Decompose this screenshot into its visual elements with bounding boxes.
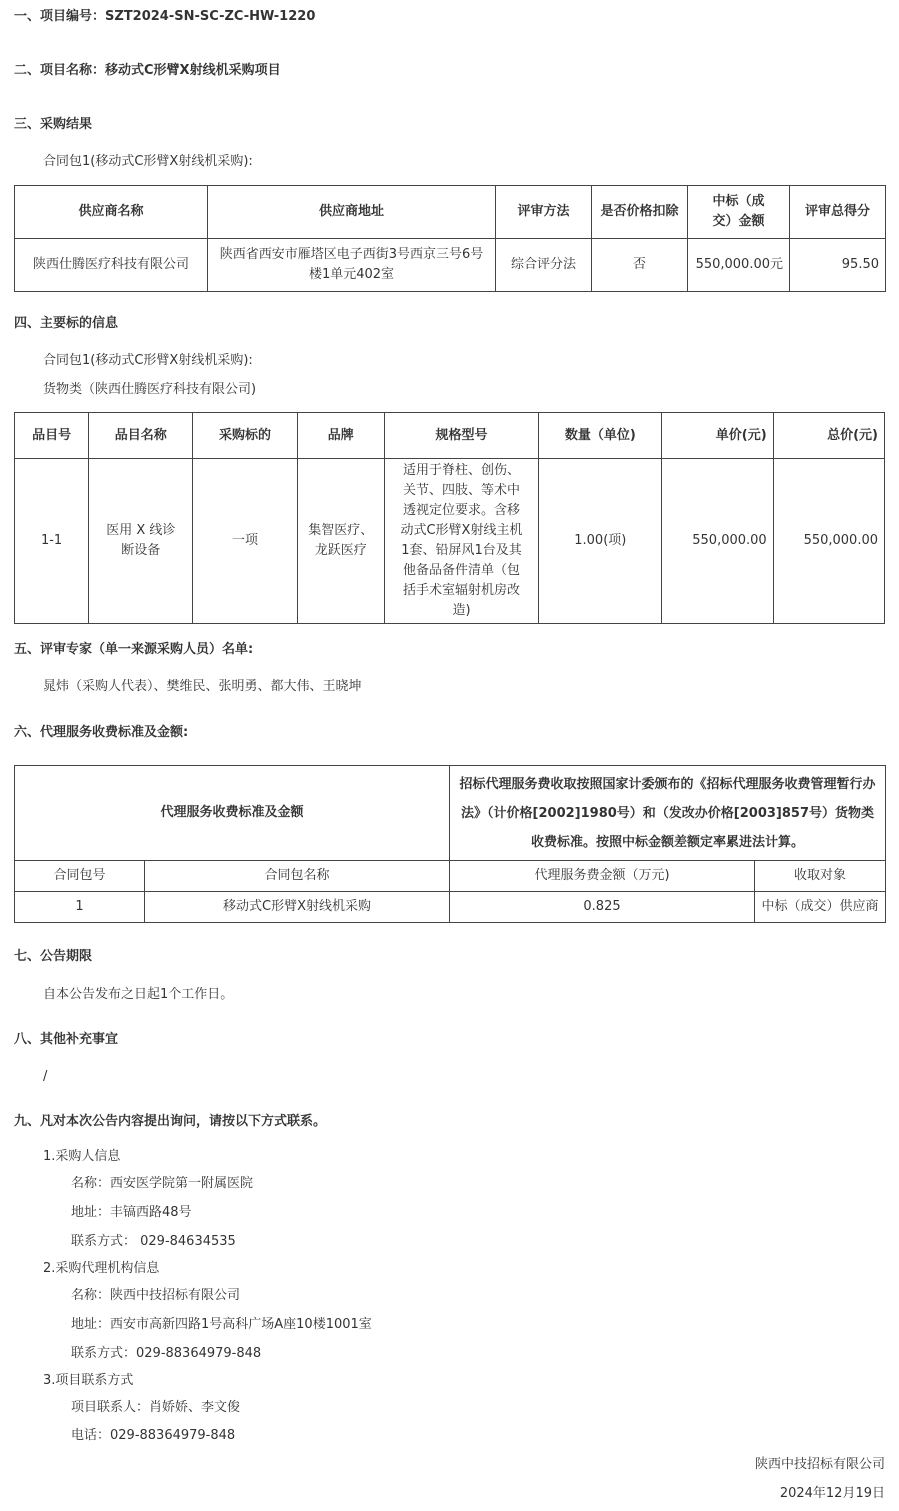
table-row bbox=[15, 459, 885, 624]
table-cell: 550,000.00 bbox=[773, 459, 884, 624]
purchaser-info-heading: 1.采购人信息 bbox=[43, 1149, 121, 1164]
table-cell: 中标（成交）供应商 bbox=[755, 892, 886, 923]
project-number-value: SZT2024-SN-SC-ZC-HW-1220 bbox=[105, 9, 316, 24]
table-header-cell: 品目名称 bbox=[89, 413, 193, 459]
table-header-cell: 合同包名称 bbox=[145, 861, 450, 892]
experts-names: 晁炜（采购人代表）、樊维民、张明勇、都大伟、王晓坤 bbox=[43, 679, 362, 694]
table-header-cell: 总价(元) bbox=[773, 413, 884, 459]
section-experts-title: 五、评审专家（单一来源采购人员）名单: bbox=[14, 642, 254, 657]
purchaser-phone: 联系方式： 029-84634535 bbox=[71, 1234, 236, 1249]
project-number bbox=[14, 7, 315, 27]
section-items-title: 四、主要标的信息 bbox=[14, 316, 119, 331]
table-header-cell: 评审方法 bbox=[496, 186, 592, 239]
table-header-cell: 单价(元) bbox=[662, 413, 773, 459]
table-cell: 95.50 bbox=[790, 239, 886, 292]
fee-standard-text: 招标代理服务费收取按照国家计委颁布的《招标代理服务收费管理暂行办法》（计价格[2002]1980号）和（发改办价格[2003]857号）货物类收费标准。按照中标金额差额定率累进法计算。 bbox=[450, 766, 886, 861]
table-header-cell: 中标（成交）金额 bbox=[688, 186, 790, 239]
table-cell: 0.825 bbox=[450, 892, 755, 923]
table-header-cell: 规格型号 bbox=[384, 413, 538, 459]
project-name-value: 移动式C形臂X射线机采购项目 bbox=[105, 63, 281, 78]
project-contact-person: 项目联系人：肖娇娇、李文俊 bbox=[71, 1400, 241, 1415]
table-cell: 1.00(项) bbox=[539, 459, 662, 624]
table-header-row bbox=[15, 186, 886, 239]
table-cell: 综合评分法 bbox=[496, 239, 592, 292]
items-category-label: 货物类（陕西仕腾医疗科技有限公司) bbox=[43, 382, 257, 397]
section-other-title: 八、其他补充事宜 bbox=[14, 1032, 119, 1047]
table-cell: 1-1 bbox=[15, 459, 89, 624]
table-header-cell: 供应商地址 bbox=[208, 186, 496, 239]
section-contact-title: 九、凡对本次公告内容提出询问，请按以下方式联系。 bbox=[14, 1114, 327, 1129]
items-table bbox=[14, 412, 885, 624]
table-header-cell: 代理服务费金额（万元) bbox=[450, 861, 755, 892]
items-package-label: 合同包1(移动式C形臂X射线机采购): bbox=[43, 353, 253, 368]
fee-standard-row bbox=[15, 766, 886, 861]
table-row bbox=[15, 239, 886, 292]
table-cell: 550,000.00元 bbox=[688, 239, 790, 292]
agency-phone: 联系方式：029-88364979-848 bbox=[71, 1346, 262, 1361]
project-contact-heading: 3.项目联系方式 bbox=[43, 1373, 134, 1388]
table-header-row bbox=[15, 861, 886, 892]
table-header-cell: 合同包号 bbox=[15, 861, 145, 892]
table-header-cell: 收取对象 bbox=[755, 861, 886, 892]
purchaser-name: 名称：西安医学院第一附属医院 bbox=[71, 1176, 254, 1191]
table-cell: 陕西仕腾医疗科技有限公司 bbox=[15, 239, 208, 292]
agency-name: 名称：陕西中技招标有限公司 bbox=[71, 1288, 241, 1303]
purchaser-address: 地址：丰镐西路48号 bbox=[71, 1205, 192, 1220]
table-cell: 1 bbox=[15, 892, 145, 923]
table-cell: 适用于脊柱、创伤、关节、四肢、等术中透视定位要求。含移动式C形臂X射线主机1套、铅屏风1台及其他备品备件清单（包括手术室辐射机房改造) bbox=[384, 459, 538, 624]
result-package-label: 合同包1(移动式C形臂X射线机采购): bbox=[43, 154, 253, 169]
result-table bbox=[14, 185, 886, 292]
table-cell: 否 bbox=[592, 239, 688, 292]
agency-address: 地址：西安市高新四路1号高科广场A座10楼1001室 bbox=[71, 1317, 372, 1332]
table-header-cell: 品牌 bbox=[297, 413, 384, 459]
fee-standard-label: 代理服务收费标准及金额 bbox=[15, 766, 450, 861]
project-name-label: 二、项目名称： bbox=[14, 63, 106, 78]
footer-organization: 陕西中技招标有限公司 bbox=[754, 1457, 885, 1472]
table-header-cell: 采购标的 bbox=[193, 413, 297, 459]
table-header-row bbox=[15, 413, 885, 459]
project-number-label: 一、项目编号： bbox=[14, 9, 106, 24]
table-cell: 陕西省西安市雁塔区电子西街3号西京三号6号楼1单元402室 bbox=[208, 239, 496, 292]
table-cell: 移动式C形臂X射线机采购 bbox=[145, 892, 450, 923]
project-name bbox=[14, 61, 281, 81]
section-period-title: 七、公告期限 bbox=[14, 949, 93, 964]
footer-date: 2024年12月19日 bbox=[779, 1486, 885, 1501]
table-row bbox=[15, 892, 886, 923]
agency-info-heading: 2.采购代理机构信息 bbox=[43, 1261, 160, 1276]
table-header-cell: 数量（单位) bbox=[539, 413, 662, 459]
other-text: / bbox=[43, 1069, 48, 1084]
table-header-cell: 评审总得分 bbox=[790, 186, 886, 239]
table-cell: 医用 X 线诊断设备 bbox=[89, 459, 193, 624]
section-result-title: 三、采购结果 bbox=[14, 117, 93, 132]
table-header-cell: 是否价格扣除 bbox=[592, 186, 688, 239]
fee-table bbox=[14, 765, 886, 923]
table-cell: 一项 bbox=[193, 459, 297, 624]
table-header-cell: 品目号 bbox=[15, 413, 89, 459]
table-header-cell: 供应商名称 bbox=[15, 186, 208, 239]
table-cell: 集智医疗、龙跃医疗 bbox=[297, 459, 384, 624]
period-text: 自本公告发布之日起1个工作日。 bbox=[43, 987, 234, 1002]
section-fee-title: 六、代理服务收费标准及金额: bbox=[14, 725, 189, 740]
table-cell: 550,000.00 bbox=[662, 459, 773, 624]
project-contact-phone: 电话：029-88364979-848 bbox=[71, 1428, 236, 1443]
